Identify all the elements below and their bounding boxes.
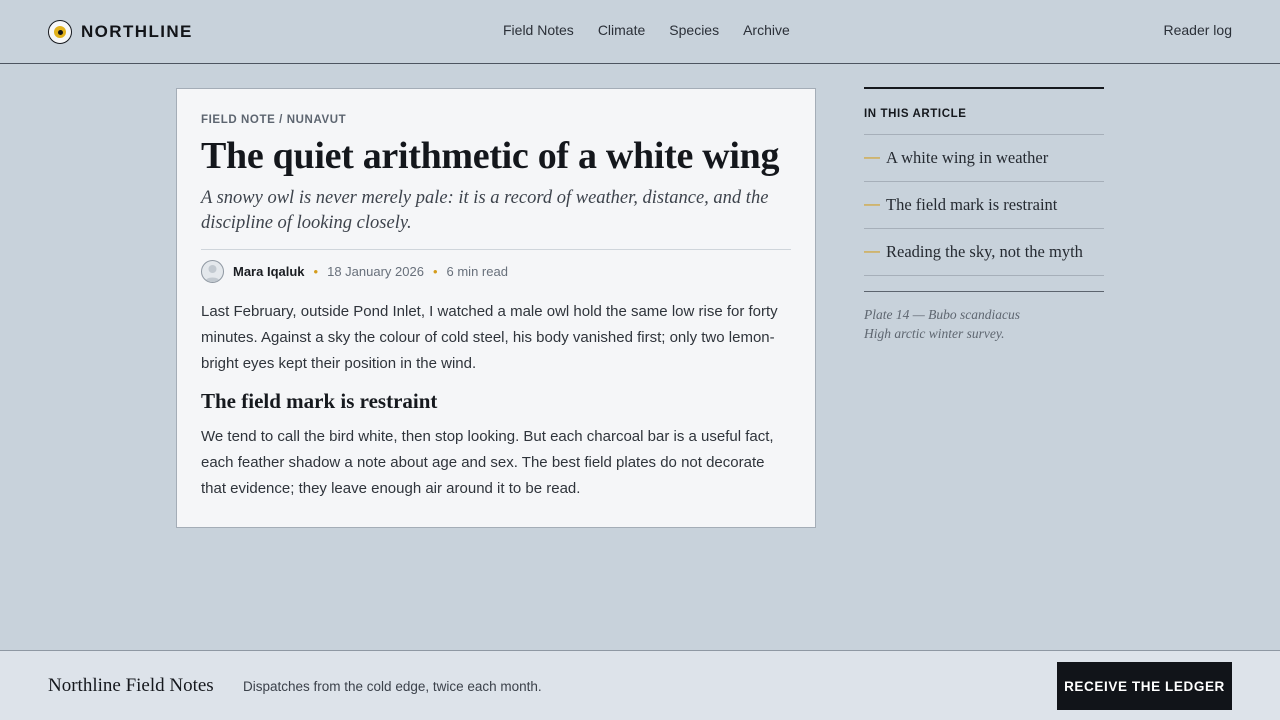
table-of-contents — [864, 134, 1104, 276]
article-title: The quiet arithmetic of a white wing — [201, 135, 780, 177]
brand-name: NORTHLINE — [81, 22, 193, 41]
caption-line: Plate 14 — Bubo scandiacus — [864, 307, 1020, 322]
reader-log-link[interactable]: Reader log — [1163, 22, 1232, 38]
meta-separator: • — [313, 263, 319, 279]
toc-link[interactable]: A white wing in weather — [886, 148, 1049, 167]
toc-title: IN THIS ARTICLE — [864, 108, 967, 120]
toc-item[interactable] — [864, 135, 1104, 182]
divider — [864, 291, 1104, 292]
article-sidebar — [864, 87, 1104, 343]
article-card — [176, 88, 816, 528]
caption-line: High arctic winter survey. — [864, 326, 1005, 341]
dash-icon: — — [864, 243, 880, 260]
read-time: 6 min read — [446, 263, 508, 279]
brand-logo[interactable] — [48, 19, 193, 45]
article-subheading: The field mark is restraint — [201, 389, 438, 414]
article-kicker: FIELD NOTE / NUNAVUT — [201, 114, 347, 126]
toc-item[interactable] — [864, 229, 1104, 276]
dash-icon: — — [864, 196, 880, 213]
toc-link[interactable]: The field mark is restraint — [886, 195, 1058, 214]
subscribe-button[interactable]: RECEIVE THE LEDGER — [1057, 662, 1232, 710]
toc-link[interactable]: Reading the sky, not the myth — [886, 242, 1083, 261]
newsletter-footer — [0, 650, 1280, 720]
footer-tagline: Dispatches from the cold edge, twice each month. — [243, 679, 542, 694]
footer-title: Northline Field Notes — [48, 675, 214, 696]
nav-field-notes[interactable]: Field Notes — [503, 22, 574, 38]
article-paragraph: We tend to call the bird white, then stop looking. But each charcoal bar is a useful fact, each feather shadow a note about age and sex. The best field plates do not decorate that evidence; they leave enough air around it to be read. — [201, 428, 774, 498]
user-avatar-icon — [201, 260, 224, 283]
article-dek: A snowy owl is never merely pale: it is a record of weather, distance, and the discipline of looking closely. — [201, 188, 769, 234]
article-paragraph: Last February, outside Pond Inlet, I watched a male owl hold the same low rise for forty minutes. Against a sky the colour of cold steel, his body vanished first; only two lemon-bright eyes kept their position in the wind. — [201, 303, 778, 373]
owl-eye-icon — [48, 20, 72, 44]
author-name[interactable]: Mara Iqaluk — [233, 263, 305, 279]
article-meta — [201, 249, 791, 283]
meta-separator: • — [432, 263, 438, 279]
nav-archive[interactable]: Archive — [743, 22, 790, 38]
nav-climate[interactable]: Climate — [597, 22, 646, 38]
publish-date: 18 January 2026 — [327, 263, 424, 279]
main-nav — [503, 22, 790, 38]
plate-caption — [864, 305, 1104, 343]
toc-item[interactable] — [864, 182, 1104, 229]
nav-species[interactable]: Species — [669, 22, 720, 38]
top-bar — [0, 0, 1280, 64]
dash-icon: — — [864, 149, 880, 166]
